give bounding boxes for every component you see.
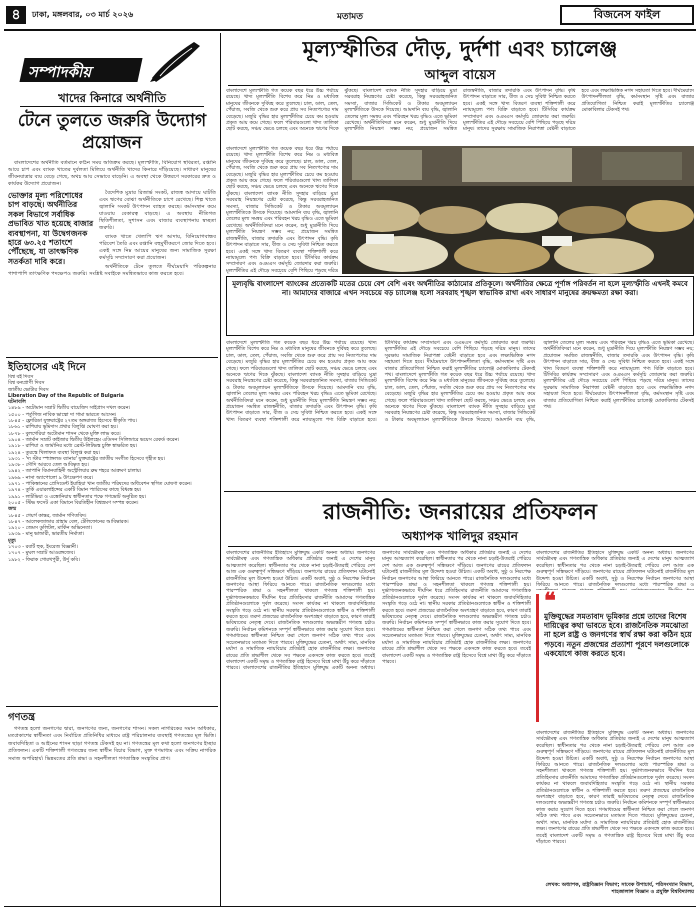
article1-body-left	[226, 146, 338, 274]
history-event: ১৯৬৯ - নাসা অ্যাপোলো ৯ উৎক্ষেপণ করে।	[8, 474, 94, 481]
editorial-body	[8, 160, 216, 354]
market-photo-svg	[342, 146, 694, 274]
editorial-paragraph: ব্যাংক খাতে খেলাপি ঋণ আদায়, বিনিয়োগবান্ধব পরিবেশ তৈরি এবং রপ্তানি বহুমুখীকরণে জোর দিতে হবে। একই সঙ্গে নিম্ন আয়ের মানুষের জন্য সামাজিক সুরক্ষা কর্মসূচি সম্প্রসারণ করা প্রয়োজন।	[99, 234, 216, 261]
article1-text: বাংলাদেশে মূল্যস্ফীতি গত কয়েক বছর ধরে উচ্চ পর্যায়ে রয়েছে। খাদ্য মূল্যস্ফীতি বিশেষ করে নিম্ন ও মধ্যবিত্ত মানুষের জীবনকে দুর্বিষহ করে তুলেছে। চাল, ডাল, তেল, পেঁয়াজ, সবজি থেকে শুরু করে প্রায় সব নিত্যপণ্যের দাম বেড়েছে। মজুরি বৃদ্ধির হার মূল্যস্ফীতির চেয়ে কম হওয়ায় প্রকৃত আয় কমে গেছে। ফলে পরিবারগুলো খাদ্য তালিকা ছোট করছে, সঞ্চয় ভেঙে চলছে এবং অনেকে ঋণের দিকে ঝুঁকছে। বাংলাদেশ ব্যাংক নীতি সুদহার বাড়িয়ে মুদ্রা সরবরাহ নিয়ন্ত্রণের চেষ্টা করেছে, কিন্তু সরবরাহজনিত সমস্যা, বাজার সিন্ডিকেট ও টাকার অবমূল্যায়ন মূল্যস্ফীতিকে উসকে দিয়েছে। আমদানি ব্যয় বৃদ্ধি, জ্বালানি তেলের মূল্য সমন্বয় এবং পরিবহন খরচ বৃদ্ধিও এতে ভূমিকা রেখেছে। অর্থনীতিবিদরা মনে করেন, শুধু মুদ্রানীতি দিয়ে মূল্যস্ফীতি নিয়ন্ত্রণ সম্ভব নয়; প্রয়োজন সমন্বিত রাজস্বনীতি, বাজার তদারকি এবং উৎপাদন বৃদ্ধি। কৃষি উৎপাদন বাড়াতে সার, বীজ ও সেচ সুবিধা নিশ্চিত করতে হবে। একই সঙ্গে খাদ্য বিতরণ ব্যবস্থা শক্তিশালী করে ন্যায্যমূল্যে পণ্য বিক্রি বাড়াতে হবে। টিসিবির কার্যক্রম সম্প্রসারণ এবং ওএমএস কর্মসূচি জোরদার করা জরুরি। মূল্যস্ফীতির এই দৌড়ে সবচেয়ে বেশি পিছিয়ে পড়ছে দরিদ্র মানুষ। তাদের সুরক্ষায় সামাজিক নিরাপত্তা বেষ্টনী বাড়াতে হবে এবং লক্ষ্যভিত্তিক নগদ সহায়তা দিতে হবে। দীর্ঘমেয়াদে উৎপাদনশীলতা বৃদ্ধি, কর্মসংস্থান সৃষ্টি এবং বাজার প্রতিযোগিতা নিশ্চিত করাই মূল্যস্ফীতির চ্যালেঞ্জ মোকাবিলার টেকসই পথ।	[226, 88, 694, 133]
ganotantra-body	[8, 726, 216, 904]
history-end-rule	[6, 706, 218, 707]
history-body	[8, 374, 216, 700]
article1-body-bottom	[226, 340, 694, 489]
ganotantra-text: গণতন্ত্র হলো জনগণের দ্বারা, জনগণের জন্য, জনগণের শাসন। সকল নাগরিকের সমান অধিকার, মতপ্রকাশের স্বাধীনতা এবং নির্বাচিত প্রতিনিধির মাধ্যমে রাষ্ট্র পরিচালনার ব্যবস্থাই গণতন্ত্রের মূল ভিত্তি। জবাবদিহিতা ও আইনের শাসন ছাড়া গণতন্ত্র টেকসই হয় না। গণতন্ত্রের মূল কথা হলো জনগণের ইচ্ছার প্রতিফলন। একটি শক্তিশালী গণতন্ত্রের জন্য স্বাধীন বিচার বিভাগ, মুক্ত গণমাধ্যম এবং সক্রিয় নাগরিক সমাজ অপরিহার্য। ভিন্নমতের প্রতি শ্রদ্ধা ও সহনশীলতা গণতান্ত্রিক সংস্কৃতির প্রাণ।	[8, 726, 216, 762]
history-death: ১৭০৩ - রবার্ট হুক, ইংরেজ বিজ্ঞানী।	[8, 544, 78, 551]
article2-body	[226, 550, 531, 906]
editorial-end-rule	[6, 357, 218, 358]
history-event: ১৫০০ - পর্তুগিজ নাবিক ভাস্কো দা গামা ভারতে আসেন।	[8, 411, 117, 418]
history-birth: ১৮৪৫ - গেয়র্গ কান্তর, জার্মান গণিতবিদ।	[8, 512, 87, 519]
pullquote-text: মুক্তিযুদ্ধের সমতাবাদ ভূমিকার প্রশ্নে তাদের বিশেষ দায়িত্বের কথা ভাবতে হবে। রাজনৈতিক সমঝোতা না হলে রাষ্ট্র ও জনগণের স্বার্থ রক্ষা করা কঠিন হয়ে পড়বে। নতুন প্রজন্মের প্রত্যাশা পূরণে দলগুলোকে একযোগে কাজ করতে হবে।	[544, 612, 692, 658]
page-header	[0, 0, 700, 30]
history-event: ১৯১৮ - রাশিয়া ও জার্মানির মধ্যে ব্রেস্ট-লিটভস্ক চুক্তি স্বাক্ষরিত হয়।	[8, 443, 138, 450]
brand-title: বিজনেস ফাইল	[593, 8, 661, 21]
brand-box	[560, 5, 694, 25]
editorial-headline: টেনে তুলতে জরুরি উদ্যোগ প্রয়োজন	[17, 111, 207, 153]
article2-text: বাংলাদেশের রাজনীতির ইতিহাসে মুক্তিযুদ্ধ একটি অনন্য অধ্যায়। জনগণের সার্বভৌমত্ব এবং গণতান্ত্রিক অধিকার প্রতিষ্ঠার জন্যই এ দেশের মানুষ আত্মত্যাগ করেছিল। স্বাধীনতার পর থেকে নানা চড়াই-উতরাই পেরিয়ে দেশ আজ এক গুরুত্বপূর্ণ সন্ধিক্ষণে দাঁড়িয়ে। জনগণের রায়ের প্রতিফলন ঘটানোই রাজনীতির মূল উদ্দেশ্য হওয়া উচিত। একটি অবাধ, সুষ্ঠু ও নিরপেক্ষ নির্বাচন জনগণের আস্থা ফিরিয়ে আনতে পারে। রাজনৈতিক দলগুলোর মধ্যে পারস্পরিক শ্রদ্ধা ও	[536, 550, 694, 589]
article1-text: বাংলাদেশে মূল্যস্ফীতি গত কয়েক বছর ধরে উচ্চ পর্যায়ে রয়েছে। খাদ্য মূল্যস্ফীতি বিশেষ করে নিম্ন ও মধ্যবিত্ত মানুষের জীবনকে দুর্বিষহ করে তুলেছে। চাল, ডাল, তেল, পেঁয়াজ, সবজি থেকে শুরু করে প্রায় সব নিত্যপণ্যের দাম বেড়েছে। মজুরি বৃদ্ধির হার মূল্যস্ফীতির চেয়ে কম হওয়ায় প্রকৃত আয় কমে গেছে। ফলে পরিবারগুলো খাদ্য তালিকা ছোট করছে, সঞ্চয় ভেঙে চলছে এবং অনেকে ঋণের দিকে ঝুঁকছে। বাংলাদেশ ব্যাংক নীতি সুদহার বাড়িয়ে মুদ্রা সরবরাহ নিয়ন্ত্রণের চেষ্টা করেছে, কিন্তু সরবরাহজনিত সমস্যা, বাজার সিন্ডিকেট ও টাকার অবমূল্যায়ন মূল্যস্ফীতিকে উসকে দিয়েছে। আমদানি ব্যয় বৃদ্ধি, জ্বালানি তেলের মূল্য সমন্বয় এবং পরিবহন খরচ বৃদ্ধিও এতে ভূমিকা রেখেছে। অর্থনীতিবিদরা মনে করেন, শুধু মুদ্রানীতি দিয়ে মূল্যস্ফীতি নিয়ন্ত্রণ সম্ভব নয়; প্রয়োজন সমন্বিত রাজস্বনীতি, বাজার তদারকি এবং উৎপাদন বৃদ্ধি। কৃষি উৎপাদন বাড়াতে সার, বীজ ও সেচ সুবিধা নিশ্চিত করতে হবে। একই সঙ্গে খাদ্য বিতরণ ব্যবস্থা শক্তিশালী করে ন্যায্যমূল্যে পণ্য বিক্রি বাড়াতে হবে। টিসিবির কার্যক্রম সম্প্রসারণ এবং ওএমএস কর্মসূচি জোরদার করা জরুরি। মূল্যস্ফীতির এই দৌড়ে সবচেয়ে বেশি পিছিয়ে পড়ছে দরিদ্র মানুষ। তাদের সুরক্ষায় সামাজিক নিরাপত্তা বেষ্টনী বাড়াতে হবে এবং লক্ষ্যভিত্তিক নগদ সহায়তা দিতে হবে। দীর্ঘমেয়াদে উৎপাদনশীলতা বৃদ্ধি, কর্মসংস্থান সৃষ্টি এবং বাজার প্রতিযোগিতা নিশ্চিত করাই মূল্যস্ফীতির চ্যালেঞ্জ মোকাবিলার টেকসই পথ।	[226, 340, 536, 423]
market-photo	[342, 146, 694, 274]
article1-body-top	[226, 88, 694, 146]
article1-author: আব্দুল বায়েস	[424, 68, 496, 83]
editorial-kicker: খাদের কিনারে অর্থনীতি	[58, 91, 166, 105]
header-rule	[4, 29, 696, 31]
article2-author: অধ্যাপক খালিদুর রহমান	[402, 529, 518, 543]
history-event: ১৮৪৫ - ফ্লোরিডা যুক্তরাষ্ট্রের ২৭তম অঙ্গরাজ্য হিসেবে স্বীকৃতি পায়।	[8, 418, 137, 425]
article2-text: বাংলাদেশের রাজনীতির ইতিহাসে মুক্তিযুদ্ধ একটি অনন্য অধ্যায়। জনগণের সার্বভৌমত্ব এবং গণতান্ত্রিক অধিকার প্রতিষ্ঠার জন্যই এ দেশের মানুষ আত্মত্যাগ করেছিল। স্বাধীনতার পর থেকে নানা চড়াই-উতরাই পেরিয়ে দেশ আজ এক গুরুত্বপূর্ণ সন্ধিক্ষণে দাঁড়িয়ে। জনগণের রায়ের প্রতিফলন ঘটানোই রাজনীতির মূল উদ্দেশ্য হওয়া উচিত। একটি অবাধ, সুষ্ঠু ও নিরপেক্ষ নির্বাচন জনগণের আস্থা ফিরিয়ে আনতে পারে। রাজনৈতিক দলগুলোর মধ্যে পারস্পরিক শ্রদ্ধা ও সহনশীলতা থাকলে গণতন্ত্র শক্তিশালী হয়। দুর্ভাগ্যজনকভাবে দীর্ঘদিন ধরে প্রতিহিংসার রাজনীতি আমাদের গণতান্ত্রিক প্রতিষ্ঠানগুলোকে দুর্বল করেছে। সংসদ কার্যকর না থাকলে জবাবদিহিতার সংস্কৃতি গড়ে ওঠে না। স্থানীয় সরকার প্রতিষ্ঠানগুলোকে স্বাধীন ও শক্তিশালী করতে হবে। তরুণ প্রজন্মের রাজনৈতিক অংশগ্রহণ বাড়াতে হবে, কারণ তারাই ভবিষ্যতের নেতৃত্ব দেবে। রাজনৈতিক দলগুলোর অভ্যন্তরীণ গণতন্ত্র চর্চাও জরুরি। নির্বাচন কমিশনকে সম্পূর্ণ স্বাধীনভাবে কাজ করার সুযোগ দিতে হবে। গণমাধ্যমের স্বাধীনতা নিশ্চিত করা গেলে জনগণ সঠিক তথ্য পাবে এবং সচেতনভাবে মতামত দিতে পারবে। মুক্তিযুদ্ধের চেতনা, অর্থাৎ সাম্য, মানবিক মর্যাদা ও সামাজিক ন্যায়বিচার প্রতিষ্ঠাই হোক রাজনীতির লক্ষ্য। জনগণের রায়ের প্রতি শ্রদ্ধাশীল থেকে সব পক্ষকে একসঙ্গে কাজ করতে হবে। তবেই বাংলাদেশ একটি সমৃদ্ধ ও গণতান্ত্রিক রাষ্ট্র হিসেবে বিশ্বে মাথা উঁচু করে দাঁড়াতে পারবে।	[243, 550, 531, 672]
article1-title: মূল্যস্ফীতির দৌড়, দুর্দশা এবং চ্যালেঞ্জ	[302, 36, 618, 61]
editorial-paragraph: অর্থনীতিকে টেনে তুলতে দীর্ঘমেয়াদি পরিকল্পনার পাশাপাশি তাৎক্ষণিক পদক্ষেপও জরুরি। সংশ্লিষ্ট সবাইকে সমন্বিতভাবে কাজ করতে হবে।	[8, 264, 216, 277]
history-intro-item: Liberation Day of the Republic of Bulgaria	[8, 392, 124, 399]
editorial-quote-text: ভোক্তার মূল্য পরিশোধের চাপ বাড়ছে। অর্থনীতির সকল বিভাগে সর্বাধিক প্রভাবিত খাত হয়েছে বাজার ব্যবস্থাপনা, যা উদ্বেগজনক হারে ৬৩.২৫ শতাংশে পৌঁছেছে, যা তাৎক্ষণিক সতর্কতা দাবি করে।	[8, 191, 94, 266]
history-subheading: ঘটনাবলি	[8, 399, 26, 406]
history-heading: ইতিহাসের এই দিনে	[8, 362, 86, 373]
history-intro-item: জাতীয় ভোটার দিবস	[8, 386, 49, 393]
pen-nib-icon	[146, 36, 206, 86]
editorial-badge-label: সম্পাদকীয়	[28, 63, 92, 81]
history-event: ১৯২৪ - তুরস্কে খিলাফত ব্যবস্থা বিলুপ্ত করা হয়।	[8, 449, 101, 456]
article1-caption-text: মূল্যবৃদ্ধি বাংলাদেশ ব্যাংকের প্রত্যেকটি মতের চেয়ে বেশ বেশি এবং অর্থনীতির কাঠামোর প্রতিকূলে। অর্থনীতির ক্ষেত্রে পূর্ণাঙ্গ পরিবর্তন না হলে মূল্যস্ফীতি এখনই কমবে না। আমাদের বাজারে এখন সবচেয়ে বড় চ্যালেঞ্জ হলো সরবরাহ শৃঙ্খল স্বাভাবিক রাখা এবং সাধারণ মানুষের ক্রয়ক্ষমতা রক্ষা করা।	[232, 280, 688, 297]
history-death: ১৯৮২ - ফিরাক গোরখপুরী, উর্দু কবি।	[8, 556, 80, 563]
history-event: ১৮৬১ - রাশিয়ায় ভূমিদাস প্রথার বিলুপ্তি ঘোষণা করা হয়।	[8, 424, 118, 431]
ganotantra-heading: গণতন্ত্র	[8, 712, 36, 723]
deaths-heading: মৃত্যু	[8, 537, 16, 544]
editorial-paragraph: বৈদেশিক মুদ্রার রিজার্ভ সংকট, রাজস্ব আদায়ে ঘাটতি এবং ঋণের বোঝা অর্থনীতিকে চাপে রেখেছে। শিল্প খাতে জ্বালানি সংকট উৎপাদন ব্যাহত করছে। কর্মসংস্থান কমে যাওয়ায় বেকারত্ব বাড়ছে। এ অবস্থায় নীতিগত স্থিতিশীলতা, সুশাসন এবং বাজার ব্যবস্থাপনায় স্বচ্ছতা জরুরি।	[99, 190, 216, 231]
history-intro-item: বিশ্ব বন্যপ্রাণী দিবস	[8, 380, 45, 387]
history-birth: ১৯৩৯ - মানু ভান্ডারী, ভারতীয় নির্মাতা।	[8, 531, 85, 538]
article2-title-rule	[228, 546, 692, 547]
section-name: মতামত	[336, 12, 364, 22]
page-bottom-rule	[4, 906, 696, 907]
history-event: ১৯৯১ - লাটভিয়া ও এস্তোনিয়ায় স্বাধীনতার পক্ষে গণভোট অনুষ্ঠিত হয়।	[8, 493, 147, 500]
article1-caption	[226, 276, 694, 336]
history-event: ১৯০৪ - জার্মান সম্রাট কাইজার দ্বিতীয় উইলহেম এডিসন সিলিন্ডারে ভয়েস রেকর্ড করেন।	[8, 436, 180, 443]
date-line: ঢাকা, মঙ্গলবার, ০৩ মার্চ ২০২৬	[32, 10, 134, 19]
article-divider	[224, 491, 696, 492]
history-event: ১৯৪২ - জাপানি বিমানবাহিনী অস্ট্রেলিয়ার ব্রুম শহরে আক্রমণ চালায়।	[8, 468, 142, 475]
history-event: ২০০৫ - স্টিভ ফসেট একা বিমানে বিরতিহীন বিশ্বভ্রমণ সম্পন্ন করেন।	[8, 499, 139, 506]
history-event: ১৯৩১ - 'দ্য স্টার স্প্যাঙ্গলড ব্যানার' যুক্তরাষ্ট্রের জাতীয় সংগীত হিসেবে গৃহীত হয়।	[8, 455, 166, 462]
article2-text: বাংলাদেশের রাজনীতির ইতিহাসে মুক্তিযুদ্ধ একটি অনন্য অধ্যায়। জনগণের সার্বভৌমত্ব এবং গণতান্ত্রিক অধিকার প্রতিষ্ঠার জন্যই এ দেশের মানুষ আত্মত্যাগ করেছিল। স্বাধীনতার পর থেকে নানা চড়াই-উতরাই পেরিয়ে দেশ আজ এক গুরুত্বপূর্ণ সন্ধিক্ষণে দাঁড়িয়ে। জনগণের রায়ের প্রতিফলন ঘটানোই রাজনীতির মূল উদ্দেশ্য হওয়া উচিত। একটি অবাধ, সুষ্ঠু ও নিরপেক্ষ নির্বাচন জনগণের আস্থা ফিরিয়ে আনতে পারে। রাজনৈতিক দলগুলোর মধ্যে পারস্পরিক শ্রদ্ধা ও সহনশীলতা থাকলে গণতন্ত্র শক্তিশালী হয়। দুর্ভাগ্যজনকভাবে দীর্ঘদিন ধরে প্রতিহিংসার রাজনীতি আমাদের গণতান্ত্রিক প্রতিষ্ঠানগুলোকে দুর্বল করেছে। সংসদ কার্যকর না থাকলে জবাবদিহিতার সংস্কৃতি গড়ে ওঠে না। স্থানীয় সরকার প্রতিষ্ঠানগুলোকে স্বাধীন ও শক্তিশালী করতে হবে। তরুণ প্রজন্মের রাজনৈতিক অংশগ্রহণ বাড়াতে হবে, কারণ তারাই ভবিষ্যতের নেতৃত্ব দেবে। রাজনৈতিক দলগুলোর অভ্যন্তরীণ গণতন্ত্র চর্চাও জরুরি। নির্বাচন কমিশনকে সম্পূর্ণ স্বাধীনভাবে কাজ করার সুযোগ দিতে হবে। গণমাধ্যমের স্বাধীনতা নিশ্চিত করা গেলে জনগণ সঠিক তথ্য পাবে এবং সচেতনভাবে মতামত দিতে পারবে। মুক্তিযুদ্ধের চেতনা, অর্থাৎ সাম্য, মানবিক মর্যাদা ও সামাজিক ন্যায়বিচার প্রতিষ্ঠাই হোক রাজনীতির লক্ষ্য। জনগণের রায়ের প্রতি শ্রদ্ধাশীল থেকে সব পক্ষকে একসঙ্গে কাজ করতে হবে। তবেই বাংলাদেশ একটি সমৃদ্ধ ও গণতান্ত্রিক রাষ্ট্র হিসেবে বিশ্বে মাথা উঁচু করে দাঁড়াতে পারবে।	[226, 550, 375, 672]
page-number: ৪	[11, 7, 21, 23]
quote-icon: ❝	[544, 588, 556, 614]
article2-title: রাজনীতি: জনরায়ের প্রতিফলন	[323, 499, 597, 525]
article2-text: বাংলাদেশের রাজনীতির ইতিহাসে মুক্তিযুদ্ধ একটি অনন্য অধ্যায়। জনগণের সার্বভৌমত্ব এবং গণতান্ত্রিক অধিকার প্রতিষ্ঠার জন্যই এ দেশের মানুষ আত্মত্যাগ করেছিল। স্বাধীনতার পর থেকে নানা চড়াই-উতরাই পেরিয়ে দেশ আজ এক গুরুত্বপূর্ণ সন্ধিক্ষণে দাঁড়িয়ে। জনগণের রায়ের প্রতিফলন ঘটানোই রাজনীতির মূল উদ্দেশ্য হওয়া উচিত। একটি অবাধ, সুষ্ঠু ও নিরপেক্ষ নির্বাচন জনগণের আস্থা ফিরিয়ে আনতে পারে। রাজনৈতিক দলগুলোর মধ্যে পারস্পরিক শ্রদ্ধা ও সহনশীলতা থাকলে গণতন্ত্র শক্তিশালী হয়। দুর্ভাগ্যজনকভাবে দীর্ঘদিন ধরে প্রতিহিংসার রাজনীতি আমাদের গণতান্ত্রিক প্রতিষ্ঠানগুলোকে দুর্বল করেছে। সংসদ কার্যকর না থাকলে জবাবদিহিতার সংস্কৃতি গড়ে ওঠে না। স্থানীয় সরকার প্রতিষ্ঠানগুলোকে স্বাধীন ও শক্তিশালী করতে হবে। তরুণ প্রজন্মের রাজনৈতিক অংশগ্রহণ বাড়াতে হবে, কারণ তারাই ভবিষ্যতের নেতৃত্ব দেবে। রাজনৈতিক দলগুলোর অভ্যন্তরীণ গণতন্ত্র চর্চাও জরুরি। নির্বাচন কমিশনকে সম্পূর্ণ স্বাধীনভাবে কাজ করার সুযোগ দিতে হবে। গণমাধ্যমের স্বাধীনতা নিশ্চিত করা গেলে জনগণ সঠিক তথ্য পাবে এবং সচেতনভাবে মতামত দিতে পারবে। মুক্তিযুদ্ধের চেতনা, অর্থাৎ সাম্য, মানবিক মর্যাদা ও সামাজিক ন্যায়বিচার প্রতিষ্ঠাই হোক রাজনীতির লক্ষ্য। জনগণের রায়ের প্রতি শ্রদ্ধাশীল থেকে সব পক্ষকে একসঙ্গে কাজ করতে হবে। তবেই বাংলাদেশ একটি সমৃদ্ধ ও গণতান্ত্রিক রাষ্ট্র হিসেবে বিশ্বে মাথা উঁচু করে দাঁড়াতে পারবে।	[536, 730, 694, 845]
births-heading: জন্ম	[8, 506, 17, 513]
article1-text: বাংলাদেশে মূল্যস্ফীতি গত কয়েক বছর ধরে উচ্চ পর্যায়ে রয়েছে। খাদ্য মূল্যস্ফীতি বিশেষ করে নিম্ন ও মধ্যবিত্ত মানুষের জীবনকে দুর্বিষহ করে তুলেছে। চাল, ডাল, তেল, পেঁয়াজ, সবজি থেকে শুরু করে প্রায় সব নিত্যপণ্যের দাম বেড়েছে। মজুরি বৃদ্ধির হার মূল্যস্ফীতির চেয়ে কম হওয়ায় প্রকৃত আয় কমে গেছে। ফলে পরিবারগুলো খাদ্য তালিকা ছোট করছে, সঞ্চয় ভেঙে চলছে এবং অনেকে ঋণের দিকে ঝুঁকছে। বাংলাদেশ ব্যাংক নীতি সুদহার বাড়িয়ে মুদ্রা সরবরাহ নিয়ন্ত্রণের চেষ্টা করেছে, কিন্তু সরবরাহজনিত সমস্যা, বাজার সিন্ডিকেট ও টাকার অবমূল্যায়ন মূল্যস্ফীতিকে উসকে দিয়েছে। আমদানি ব্যয় বৃদ্ধি, জ্বালানি তেলের মূল্য সমন্বয় এবং পরিবহন খরচ বৃদ্ধিও এতে ভূমিকা রেখেছে। অর্থনীতিবিদরা মনে করেন, শুধু মুদ্রানীতি দিয়ে মূল্যস্ফীতি নিয়ন্ত্রণ সম্ভব নয়; প্রয়োজন সমন্বিত রাজস্বনীতি, বাজার তদারকি এবং উৎপাদন বৃদ্ধি। কৃষি উৎপাদন বাড়াতে সার, বীজ ও সেচ সুবিধা নিশ্চিত করতে হবে। একই সঙ্গে খাদ্য বিতরণ ব্যবস্থা শক্তিশালী করে ন্যায্যমূল্যে পণ্য বিক্রি বাড়াতে হবে। টিসিবির কার্যক্রম সম্প্রসারণ এবং ওএমএস কর্মসূচি জোরদার করা জরুরি। মূল্যস্ফীতির এই দৌড়ে সবচেয়ে বেশি পিছিয়ে পড়ছে দরিদ্র মানুষ। তাদের সুরক্ষায় সামাজিক নিরাপত্তা বেষ্টনী বাড়াতে হবে এবং লক্ষ্যভিত্তিক নগদ সহায়তা দিতে হবে। দীর্ঘমেয়াদে উৎপাদনশীলতা বৃদ্ধি, কর্মসংস্থান সৃষ্টি এবং বাজার প্রতিযোগিতা নিশ্চিত করাই মূল্যস্ফীতির চ্যালেঞ্জ মোকাবিলার টেকসই পথ।	[384, 340, 694, 423]
article2-side-bottom	[536, 730, 694, 880]
kicker-rule	[20, 106, 204, 107]
history-event: ১৯৩৮ - সৌদি আরবে তেল আবিষ্কৃত হয়।	[8, 462, 89, 469]
quote-bar	[536, 594, 539, 722]
article2-pullquote	[536, 588, 694, 726]
editorial-quote	[8, 191, 94, 266]
article1-title-rule	[228, 85, 692, 86]
history-birth: ১৮৪৭ - আলেকজান্ডার গ্রাহাম বেল, টেলিফোনের আবিষ্কারক।	[8, 518, 129, 525]
history-event: ১৮৭৮ - বুলগেরিয়া অটোমান শাসন থেকে মুক্তি লাভ করে।	[8, 430, 121, 437]
article2-side-top	[536, 550, 694, 590]
article1-text: বাংলাদেশে মূল্যস্ফীতি গত কয়েক বছর ধরে উচ্চ পর্যায়ে রয়েছে। খাদ্য মূল্যস্ফীতি বিশেষ করে নিম্ন ও মধ্যবিত্ত মানুষের জীবনকে দুর্বিষহ করে তুলেছে। চাল, ডাল, তেল, পেঁয়াজ, সবজি থেকে শুরু করে প্রায় সব নিত্যপণ্যের দাম বেড়েছে। মজুরি বৃদ্ধির হার মূল্যস্ফীতির চেয়ে কম হওয়ায় প্রকৃত আয় কমে গেছে। ফলে পরিবারগুলো খাদ্য তালিকা ছোট করছে, সঞ্চয় ভেঙে চলছে এবং অনেকে ঋণের দিকে ঝুঁকছে। বাংলাদেশ ব্যাংক নীতি সুদহার বাড়িয়ে মুদ্রা সরবরাহ নিয়ন্ত্রণের চেষ্টা করেছে, কিন্তু সরবরাহজনিত সমস্যা, বাজার সিন্ডিকেট ও টাকার অবমূল্যায়ন মূল্যস্ফীতিকে উসকে দিয়েছে। আমদানি ব্যয় বৃদ্ধি, জ্বালানি তেলের মূল্য সমন্বয় এবং পরিবহন খরচ বৃদ্ধিও এতে ভূমিকা রেখেছে। অর্থনীতিবিদরা মনে করেন, শুধু মুদ্রানীতি দিয়ে মূল্যস্ফীতি নিয়ন্ত্রণ সম্ভব নয়; প্রয়োজন সমন্বিত রাজস্বনীতি, বাজার তদারকি এবং উৎপাদন বৃদ্ধি। কৃষি উৎপাদন বাড়াতে সার, বীজ ও সেচ সুবিধা নিশ্চিত করতে হবে। একই সঙ্গে খাদ্য বিতরণ ব্যবস্থা শক্তিশালী করে ন্যায্যমূল্যে পণ্য বিক্রি বাড়াতে হবে। টিসিবির কার্যক্রম সম্প্রসারণ এবং ওএমএস কর্মসূচি জোরদার করা জরুরি। মূল্যস্ফীতির এই দৌড়ে সবচেয়ে বেশি পিছিয়ে পড়ছে দরিদ্র	[226, 146, 338, 274]
article2-author-note: লেখক: অধ্যাপক, রাষ্ট্রবিজ্ঞান বিভাগ; সাবেক উপাচার্য, পরিসংখ্যান বিভাগ, শাহজালাল বিজ্ঞান ও প্রযুক্তি বিশ্ববিদ্যালয়	[545, 882, 694, 895]
history-intro-item: বিশ্ব বই দিবস	[8, 374, 34, 380]
history-birth: ১৯২০ - জেমস ডুলিটল, মার্কিন অভিনেতা।	[8, 525, 92, 532]
left-column-rule	[220, 33, 221, 906]
history-event: ১৪৮৯ - অটোমান সম্রাট দ্বিতীয় বায়েজিদ সাইপ্রাস দখল করেন।	[8, 405, 131, 412]
history-death: ১৭০৭ - মুঘল সম্রাট আওরঙ্গজেব।	[8, 550, 75, 557]
history-event: ১৯৭১ - পাকিস্তানের প্রেসিডেন্ট ইয়াহিয়া খান জাতীয় পরিষদের অধিবেশন স্থগিত ঘোষণা করেন।	[8, 481, 192, 488]
editorial-paragraph: বাংলাদেশের অর্থনীতি বর্তমানে কঠিন সময় অতিক্রম করছে। মূল্যস্ফীতি, বিনিয়োগ স্থবিরতা, রপ্তানি আয়ে চাপ এবং ব্যাংক খাতের দুর্বলতা মিলিয়ে অর্থনীতি খাদের কিনারে দাঁড়িয়েছে। সাধারণ মানুষের জীবনযাত্রার ব্যয় বেড়ে গেছে, অথচ আয় সেভাবে বাড়েনি। এ অবস্থা থেকে উত্তরণে সরকারের দ্রুত ও কার্যকর উদ্যোগ প্রয়োজন।	[8, 160, 216, 187]
history-event: ১৯৭৪ - তুর্কি এয়ারলাইন্সের একটি বিমান প্যারিসের কাছে বিধ্বস্ত হয়।	[8, 487, 142, 494]
